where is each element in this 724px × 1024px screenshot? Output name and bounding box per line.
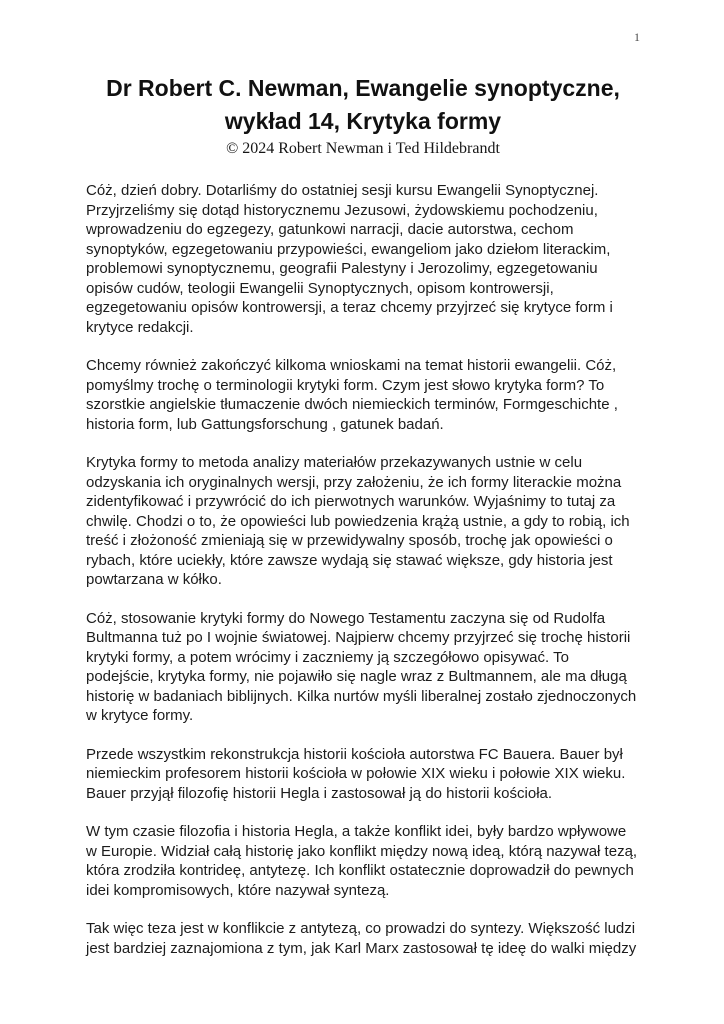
paragraph-3: Krytyka formy to metoda analizy materiałów przekazywanych ustnie w celu odzyskania ich oryginalnych wersji, przy założeniu, że ich formy literackie można zidentyfikować i przywrócić do ich pierwotnych warunków. Wyjaśnimy to tutaj za chwilę. Chodzi o to, że opowieści lub powiedzenia krążą ustnie, a gdy to robią, ich treść i złożoność zmieniają się w przewidywalny sposób, trochę jak opowieści o rybach, które uciekły, które zawsze wydają się stawać większe, gdy historia jest powtarzana w kółko.	[86, 454, 630, 588]
document-title-line-1: Dr Robert C. Newman, Ewangelie synoptyczne,	[106, 75, 620, 101]
paragraph-1: Cóż, dzień dobry. Dotarliśmy do ostatniej sesji kursu Ewangelii Synoptycznej. Przyjrzeliśmy się dotąd historycznemu Jezusowi, żydowskiemu pochodzeniu, wprowadzeniu do egzegezy, gatunkowi narracji, dacie autorstwa, cechom synoptyków, egzegetowaniu przypowieści, ewangeliom jako dziełom literackim, problemowi synoptycznemu, geografii Palestyny i Jerozolimy, egzegetowaniu opisów cudów, teologii Ewangelii Synoptycznych, opisom kontrowersji, egzegetowaniu opisów kontrowersji, a teraz chcemy przyjrzeć się krytyce form i krytyce redakcji.	[86, 182, 613, 336]
paragraph-5: Przede wszystkim rekonstrukcja historii kościoła autorstwa FC Bauera. Bauer był niemieckim profesorem historii kościoła w połowie XIX wieku i połowie XIX wieku. Bauer przyjął filozofię historii Hegla i zastosował ją do historii kościoła.	[86, 745, 626, 802]
document-title-line-2: wykład 14, Krytyka formy	[224, 108, 502, 134]
document-body	[86, 181, 640, 958]
paragraph-6: W tym czasie filozofia i historia Hegla, a także konflikt idei, były bardzo wpływowe w Europie. Widział całą historię jako konflikt między nową ideą, którą nazywał tezą, która zrodziła kontrideę, antytezę. Ich konflikt ostatecznie doprowadził do pewnych idei kompromisowych, które nazywał syntezą.	[86, 823, 638, 899]
paragraph-2: Chcemy również zakończyć kilkoma wnioskami na temat historii ewangelii. Cóż, pomyślmy trochę o terminologii krytyki form. Czym jest słowo krytyka form? To szorstkie angielskie tłumaczenie dwóch niemieckich terminów, Formgeschichte , historia form, lub Gattungsforschung , gatunek badań.	[86, 357, 618, 433]
copyright-line: © 2024 Robert Newman i Ted Hildebrandt	[226, 140, 500, 157]
document-title	[86, 72, 640, 138]
page-number: 1	[634, 30, 640, 44]
paragraph-4: Cóż, stosowanie krytyki formy do Nowego Testamentu zaczyna się od Rudolfa Bultmanna tuż po I wojnie światowej. Najpierw chcemy przyjrzeć się trochę historii krytyki formy, a potem wrócimy i zaczniemy ją szczegółowo opisywać. To podejście, krytyka formy, nie pojawiło się nagle wraz z Bultmannem, ale ma długą historię w badaniach biblijnych. Kilka nurtów myśli liberalnej zostało zjednoczonych w krytyce formy.	[86, 609, 637, 724]
paragraph-7: Tak więc teza jest w konflikcie z antytezą, co prowadzi do syntezy. Większość ludzi jest bardziej zaznajomiona z tym, jak Karl Marx zastosował tę ideę do walki między	[86, 920, 637, 957]
